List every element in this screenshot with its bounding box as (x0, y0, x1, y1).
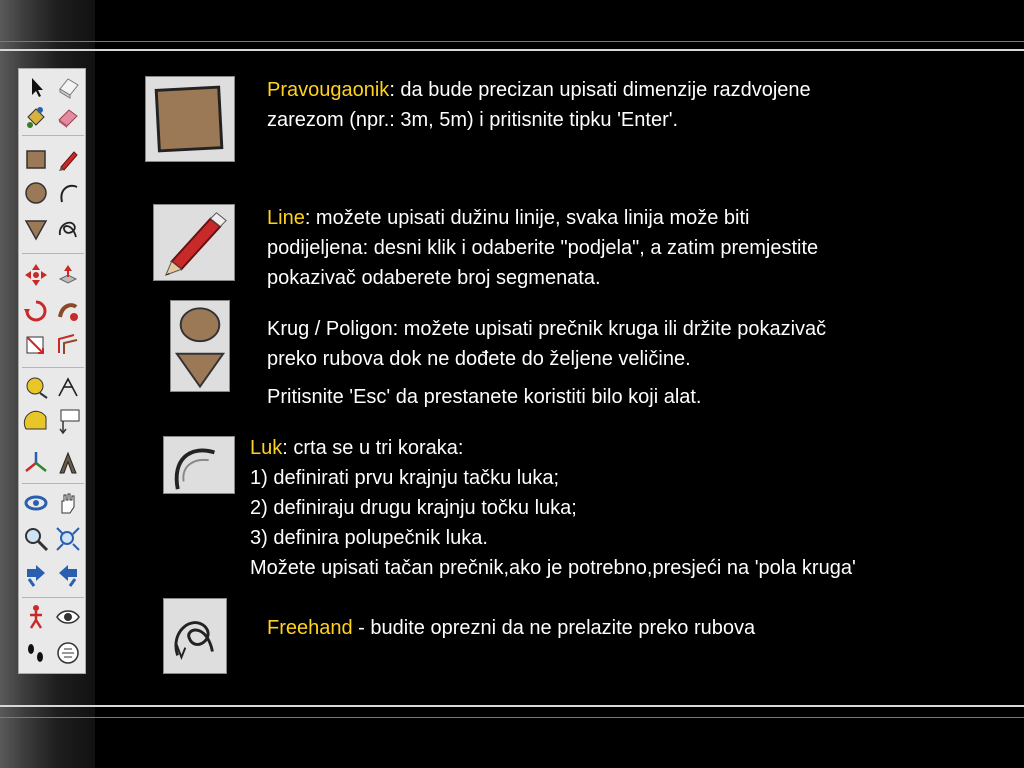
arc-keyword: Luk (250, 437, 283, 459)
rectangle-text-line-2: zarezom (npr.: 3m, 5m) i pritisnite tipku 'Enter'. (267, 109, 679, 131)
walk-icon[interactable] (22, 603, 50, 631)
polygon-icon[interactable] (22, 215, 50, 243)
pencil-tool-icon (153, 204, 235, 281)
circle-icon[interactable] (22, 179, 50, 207)
pencil-icon[interactable] (54, 145, 82, 173)
rectangle-tool-icon (145, 76, 235, 162)
rectangle-icon[interactable] (22, 145, 50, 173)
rectangle-description (267, 75, 811, 135)
scale-icon[interactable] (22, 331, 50, 359)
tape-measure-icon[interactable] (22, 373, 50, 401)
bottom-rule (0, 705, 1024, 707)
freehand-text: - budite oprezni da ne prelazite preko rubova (352, 617, 756, 639)
zoom-extents-icon[interactable] (54, 525, 82, 553)
circle-text-line-1: Krug / Poligon: možete upisati prečnik kruga ili držite pokazivač (267, 318, 827, 340)
paint-bucket-icon[interactable] (22, 103, 50, 131)
text-icon[interactable] (54, 407, 82, 435)
arc-text-line-5: Možete upisati tačan prečnik,ako je potrebno,presjeći na 'pola kruga' (250, 557, 856, 579)
top-rule (0, 49, 1024, 51)
line-text-line-1: : možete upisati dužinu linije, svaka linija može biti (304, 207, 750, 229)
zoom-icon[interactable] (22, 525, 50, 553)
toolbar-separator (22, 367, 84, 368)
rectangle-text-line-1: : da bude precizan upisati dimenzije razdvojene (389, 79, 811, 101)
protractor-icon[interactable] (22, 407, 50, 435)
freehand-tool-icon (163, 598, 227, 674)
rotate-icon[interactable] (22, 297, 50, 325)
arc-step-3: 3) definira polupečnik luka. (250, 527, 488, 549)
freehand-icon[interactable] (54, 215, 82, 243)
arc-description (250, 433, 856, 583)
freehand-description (267, 613, 755, 643)
toolbar-separator (22, 483, 84, 484)
line-keyword: Line (267, 207, 305, 229)
line-text-line-3: pokazivač odaberete broj segmenata. (267, 267, 601, 289)
move-icon[interactable] (22, 261, 50, 289)
eraser-icon[interactable] (54, 73, 82, 101)
push-pull-icon[interactable] (54, 261, 82, 289)
section-plane-icon[interactable] (54, 639, 82, 667)
freehand-keyword: Freehand (267, 617, 353, 639)
arc-icon[interactable] (54, 179, 82, 207)
look-around-icon[interactable] (54, 603, 82, 631)
top-accent-rule (0, 41, 1024, 42)
drawing-toolbar (18, 68, 86, 674)
esc-note: Pritisnite 'Esc' da prestanete koristiti bilo koji alat. (267, 386, 702, 408)
toolbar-separator (22, 253, 84, 254)
rectangle-keyword: Pravougaonik (267, 79, 390, 101)
next-view-icon[interactable] (54, 561, 82, 589)
erase-tool-icon[interactable] (54, 103, 82, 131)
pan-icon[interactable] (54, 489, 82, 517)
arc-step-2: 2) definiraju drugu krajnju točku luka; (250, 497, 577, 519)
circle-polygon-tool-icon (170, 300, 230, 392)
arc-text-line-1: : crta se u tri koraka: (282, 437, 464, 459)
select-icon[interactable] (22, 73, 50, 101)
toolbar-separator (22, 135, 84, 136)
circle-description (267, 314, 826, 374)
arc-step-1: 1) definirati prvu krajnju tačku luka; (250, 467, 560, 489)
bottom-accent-rule (0, 717, 1024, 718)
3d-text-icon[interactable] (54, 449, 82, 477)
toolbar-separator (22, 597, 84, 598)
orbit-icon[interactable] (22, 489, 50, 517)
arc-tool-icon (163, 436, 235, 494)
line-text-line-2: podijeljena: desni klik i odaberite "podjela", a zatim premjestite (267, 237, 819, 259)
offset-icon[interactable] (54, 331, 82, 359)
follow-me-icon[interactable] (54, 297, 82, 325)
dimension-icon[interactable] (54, 373, 82, 401)
footprints-icon[interactable] (22, 639, 50, 667)
previous-view-icon[interactable] (22, 561, 50, 589)
circle-text-line-2: preko rubova dok ne dođete do željene veličine. (267, 348, 691, 370)
line-description (267, 203, 818, 293)
axes-icon[interactable] (22, 449, 50, 477)
